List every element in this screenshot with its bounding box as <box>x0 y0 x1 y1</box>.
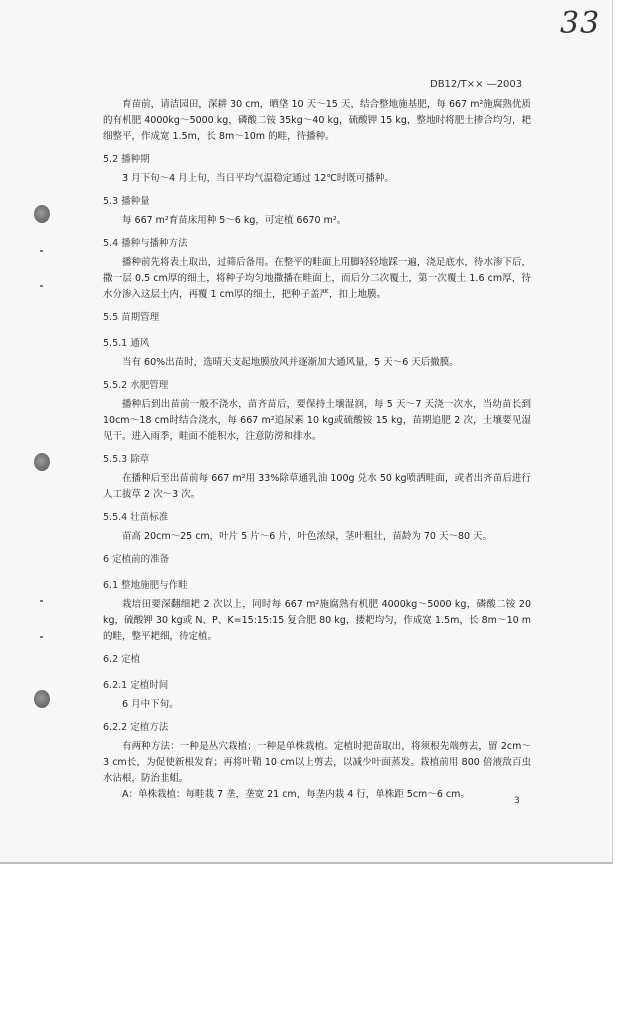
body-paragraph: 播种后到出苗前一般不浇水，苗齐苗后，要保持土壤湿润，每 5 天～7 天浇一次水，当幼苗长到 10cm～18 cm时结合浇水，每 667 m²追尿素 10 kg或硫酸铵 15 kg，苗期追肥 2 次，土壤要见湿见干。进入雨季，畦面不能积水，注意防涝和排水。 <box>103 399 531 442</box>
margin-mark <box>40 600 43 602</box>
body-paragraph: 播种前先将表土取出，过筛后备用。在整平的畦面上用脚轻轻地踩一遍，浇足底水，待水渗下后，撒一层 0.5 cm厚的细土，将种子均匀地撒播在畦面上，而后分二次覆土，第一次覆土 1.6 cm厚，待水分渗入这层土内，再覆 1 cm厚的细土，把种子盖严，扣上地膜。 <box>103 257 531 300</box>
body-paragraph: 有两种方法：一种是丛穴栽植；一种是单株栽植。定植时把苗取出，将须根先端剪去，留 2cm～3 cm长，为促使新根发育；再将叶鞘 10 cm以上剪去，以减少叶面蒸发。栽植前用 800 倍液敌百虫水沾根，防治韭蛆。 <box>103 741 531 784</box>
section-heading: 5.5.4 壮苗标准 <box>103 512 169 523</box>
section-heading: 5.4 播种与播种方法 <box>103 238 188 249</box>
page-number: 3 <box>514 796 520 806</box>
document-body <box>103 97 531 803</box>
margin-mark <box>40 285 43 287</box>
standard-code-header: DB12/T×× —2003 <box>430 79 523 90</box>
section-heading: 6.2.2 定植方法 <box>103 722 169 733</box>
section-heading: 5.5 苗期管理 <box>103 312 160 323</box>
margin-mark <box>40 636 43 638</box>
body-paragraph: 3 月下旬～4 月上旬，当日平均气温稳定通过 12℃时既可播种。 <box>122 173 394 184</box>
punch-hole <box>34 205 50 223</box>
section-heading: 5.5.3 除草 <box>103 454 150 465</box>
punch-hole <box>34 690 50 708</box>
body-paragraph: 育苗前，请洁园田，深耕 30 cm，晒垡 10 天～15 天，结合整地施基肥，每 667 m²施腐熟优质的有机肥 4000kg～5000 kg，磷酸二铵 35kg～40 kg，硫酸钾 15 kg，整地时将肥土掺合均匀，耙细整平，作成宽 1.5m，长 8m～10m 的畦，待播种。 <box>103 99 531 142</box>
body-paragraph: 栽培田要深翻细耙 2 次以上，同时每 667 m²施腐熟有机肥 4000kg～5000 kg，磷酸二铵 20 kg，硫酸钾 30 kg或 N、P、K=15:15:15 复合肥 80 kg，搂耙均匀，作成宽 1.5m，长 8m～10 m的畦，整平耙细，待定植。 <box>103 599 531 642</box>
section-heading: 5.3 播种量 <box>103 196 150 207</box>
body-paragraph: 苗高 20cm～25 cm，叶片 5 片～6 片，叶色浓绿，茎叶粗壮，苗龄为 70 天～80 天。 <box>122 531 493 542</box>
body-paragraph: 每 667 m²育苗床用种 5～6 kg，可定植 6670 m²。 <box>122 215 347 226</box>
section-heading: 5.5.2 水肥管理 <box>103 380 169 391</box>
section-heading: 6.1 整地施肥与作畦 <box>103 580 188 591</box>
section-heading: 6 定植前的准备 <box>103 554 170 565</box>
section-heading: 5.5.1 通风 <box>103 338 150 349</box>
handwritten-page-mark: 33 <box>560 6 601 41</box>
section-heading: 6.2.1 定植时间 <box>103 680 169 691</box>
punch-hole <box>34 453 50 471</box>
body-paragraph: 当有 60%出苗时，选晴天支起地膜放风并逐渐加大通风量，5 天～6 天后撤膜。 <box>122 357 459 368</box>
body-paragraph: 在播种后至出苗前每 667 m²用 33%除草通乳油 100g 兑水 50 kg喷洒畦面，或者出齐苗后进行人工拔草 2 次～3 次。 <box>103 473 531 500</box>
section-heading: 6.2 定植 <box>103 654 141 665</box>
body-paragraph: 6 月中下旬。 <box>122 699 179 710</box>
margin-mark <box>40 250 43 252</box>
body-paragraph: A：单株栽植：每畦栽 7 垄，垄宽 21 cm，每垄内栽 4 行，单株距 5cm～6 cm。 <box>122 789 470 800</box>
section-heading: 5.2 播种期 <box>103 154 150 165</box>
